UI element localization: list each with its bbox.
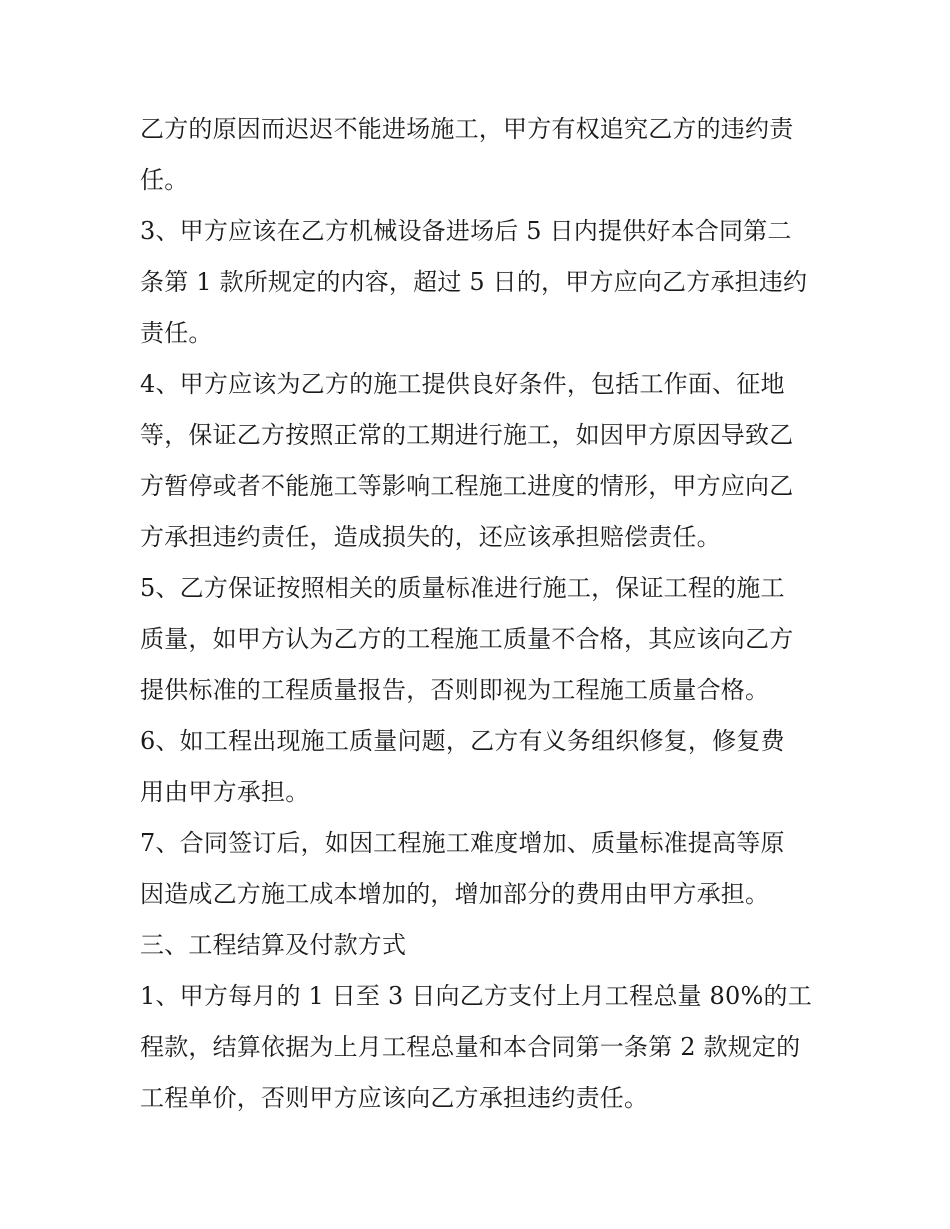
text-line: 等，保证乙方按照正常的工期进行施工，如因甲方原因导致乙 [140, 421, 794, 449]
text-line: 5、乙方保证按照相关的质量标准进行施工，保证工程的施工 [140, 574, 785, 602]
text-line: 工程单价，否则甲方应该向乙方承担违约责任。 [140, 1084, 649, 1112]
text-line: 任。 [140, 166, 189, 194]
text-line: 质量，如甲方认为乙方的工程施工质量不合格，其应该向乙方 [140, 625, 794, 653]
text-line: 条第 1 款所规定的内容，超过 5 日的，甲方应向乙方承担违约 [140, 268, 808, 296]
text-line: 用由甲方承担。 [140, 778, 310, 806]
text-line: 3、甲方应该在乙方机械设备进场后 5 日内提供好本合同第二 [140, 217, 792, 245]
text-line: 方暂停或者不能施工等影响工程施工进度的情形，甲方应向乙 [140, 472, 794, 500]
text-line: 责任。 [140, 319, 213, 347]
contract-body [140, 104, 820, 1124]
text-line: 6、如工程出现施工质量问题，乙方有义务组织修复，修复费 [140, 727, 785, 755]
section-heading: 三、工程结算及付款方式 [140, 931, 407, 959]
text-line: 因造成乙方施工成本增加的，增加部分的费用由甲方承担。 [140, 880, 770, 908]
text-line: 程款，结算依据为上月工程总量和本合同第一条第 2 款规定的 [140, 1033, 801, 1061]
text-line: 方承担违约责任，造成损失的，还应该承担赔偿责任。 [140, 523, 721, 551]
text-line: 乙方的原因而迟迟不能进场施工，甲方有权追究乙方的违约责 [140, 115, 794, 143]
text-line: 1、甲方每月的 1 日至 3 日向乙方支付上月工程总量 80%的工 [140, 982, 812, 1010]
text-line: 4、甲方应该为乙方的施工提供良好条件，包括工作面、征地 [140, 370, 785, 398]
text-line: 7、合同签订后，如因工程施工难度增加、质量标准提高等原 [140, 829, 785, 857]
text-line: 提供标准的工程质量报告，否则即视为工程施工质量合格。 [140, 676, 770, 704]
